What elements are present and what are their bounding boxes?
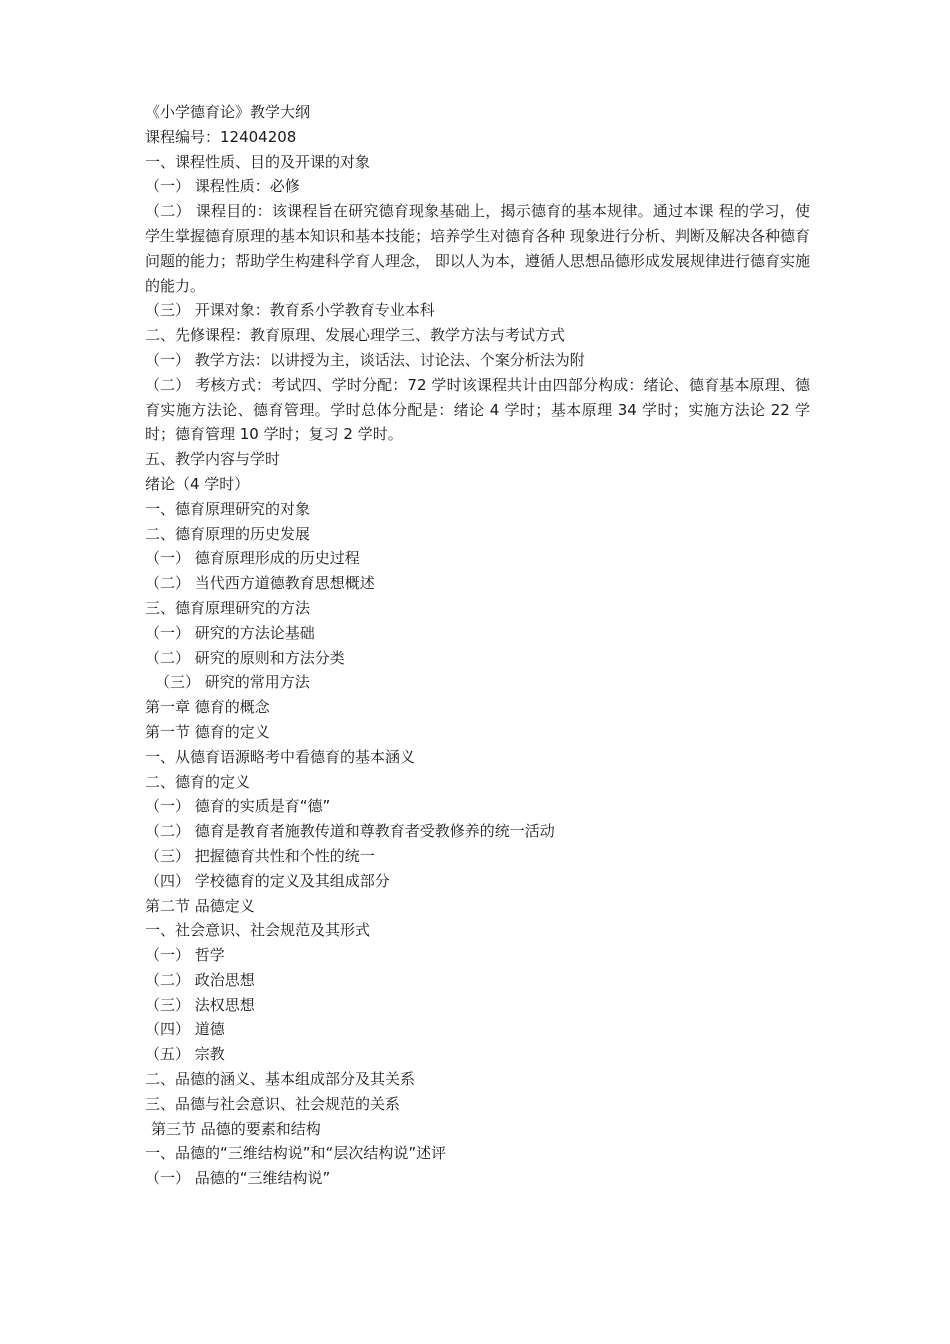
list-item: （三） 开课对象：教育系小学教育专业本科 <box>145 301 435 320</box>
section-heading: 一、德育原理研究的对象 <box>145 499 311 518</box>
list-item: （三） 研究的常用方法 <box>155 673 310 692</box>
document-title: 《小学德育论》教学大纲 <box>145 103 311 121</box>
section-heading: 二、德育的定义 <box>145 772 251 791</box>
list-item: （五） 宗教 <box>145 1045 225 1064</box>
list-item: （三） 法权思想 <box>145 995 255 1014</box>
list-item: （二） 当代西方道德教育思想概述 <box>145 574 375 593</box>
section-heading: 一、从德育语源略考中看德育的基本涵义 <box>145 747 416 766</box>
list-item: （二） 政治思想 <box>145 970 255 989</box>
list-item: （一） 研究的方法论基础 <box>145 623 315 642</box>
section-heading: 三、德育原理研究的方法 <box>145 598 311 617</box>
paragraph: （二） 考核方式：考试四、学时分配：72 学时该课程共计由四部分构成：绪论、德育基本原理、德育实施方法论、德育管理。学时总体分配是：绪论 4 学时；基本原理 34 学时；实施方法论 22 学时；德育管理 10 学时；复习 2 学时。 <box>145 375 810 444</box>
chapter-heading: 第一章 德育的概念 <box>145 698 270 717</box>
section-heading: 第一节 德育的定义 <box>145 722 270 741</box>
list-item: （一） 哲学 <box>145 946 225 965</box>
section-heading: 二、德育原理的历史发展 <box>145 524 311 543</box>
list-item: （一） 课程性质：必修 <box>145 177 300 196</box>
list-item: （四） 学校德育的定义及其组成部分 <box>145 871 390 890</box>
paragraph: （二） 课程目的：该课程旨在研究德育现象基础上，揭示德育的基本规律。通过本课 程的学习，使学生掌握德育原理的基本知识和基本技能；培养学生对德育各种 现象进行分析、判断及解决各种德育问题的能力；帮助学生构建科学育人理念， 即以人为本，遵循人思想品德形成发展规律进行德育实施的能力。 <box>145 202 810 295</box>
section-heading: 二、品德的涵义、基本组成部分及其关系 <box>145 1070 416 1089</box>
section-heading: 绪论（4 学时） <box>145 474 250 493</box>
section-heading: 一、品德的“三维结构说”和“层次结构说”述评 <box>145 1144 447 1163</box>
section-heading: 五、教学内容与学时 <box>145 450 281 469</box>
section-heading: 第三节 品德的要素和结构 <box>151 1119 321 1138</box>
course-code: 课程编号：12404208 <box>145 127 297 146</box>
section-heading: 一、课程性质、目的及开课的对象 <box>145 152 371 171</box>
section-heading: 二、先修课程：教育原理、发展心理学三、教学方法与考试方式 <box>145 326 566 345</box>
list-item: （一） 德育原理形成的历史过程 <box>145 549 360 568</box>
section-heading: 一、社会意识、社会规范及其形式 <box>145 921 371 940</box>
list-item: （一） 德育的实质是育“德” <box>145 797 331 816</box>
list-item: （二） 研究的原则和方法分类 <box>145 648 345 667</box>
list-item: （四） 道德 <box>145 1020 225 1039</box>
list-item: （一） 教学方法：以讲授为主，谈话法、讨论法、个案分析法为附 <box>145 350 585 369</box>
section-heading: 三、品德与社会意识、社会规范的关系 <box>145 1094 401 1113</box>
list-item: （三） 把握德育共性和个性的统一 <box>145 846 375 865</box>
list-item: （二） 德育是教育者施教传道和尊教育者受教修养的统一活动 <box>145 822 555 841</box>
list-item: （一） 品德的“三维结构说” <box>145 1169 331 1188</box>
section-heading: 第二节 品德定义 <box>145 896 255 915</box>
document-body <box>145 100 810 1191</box>
